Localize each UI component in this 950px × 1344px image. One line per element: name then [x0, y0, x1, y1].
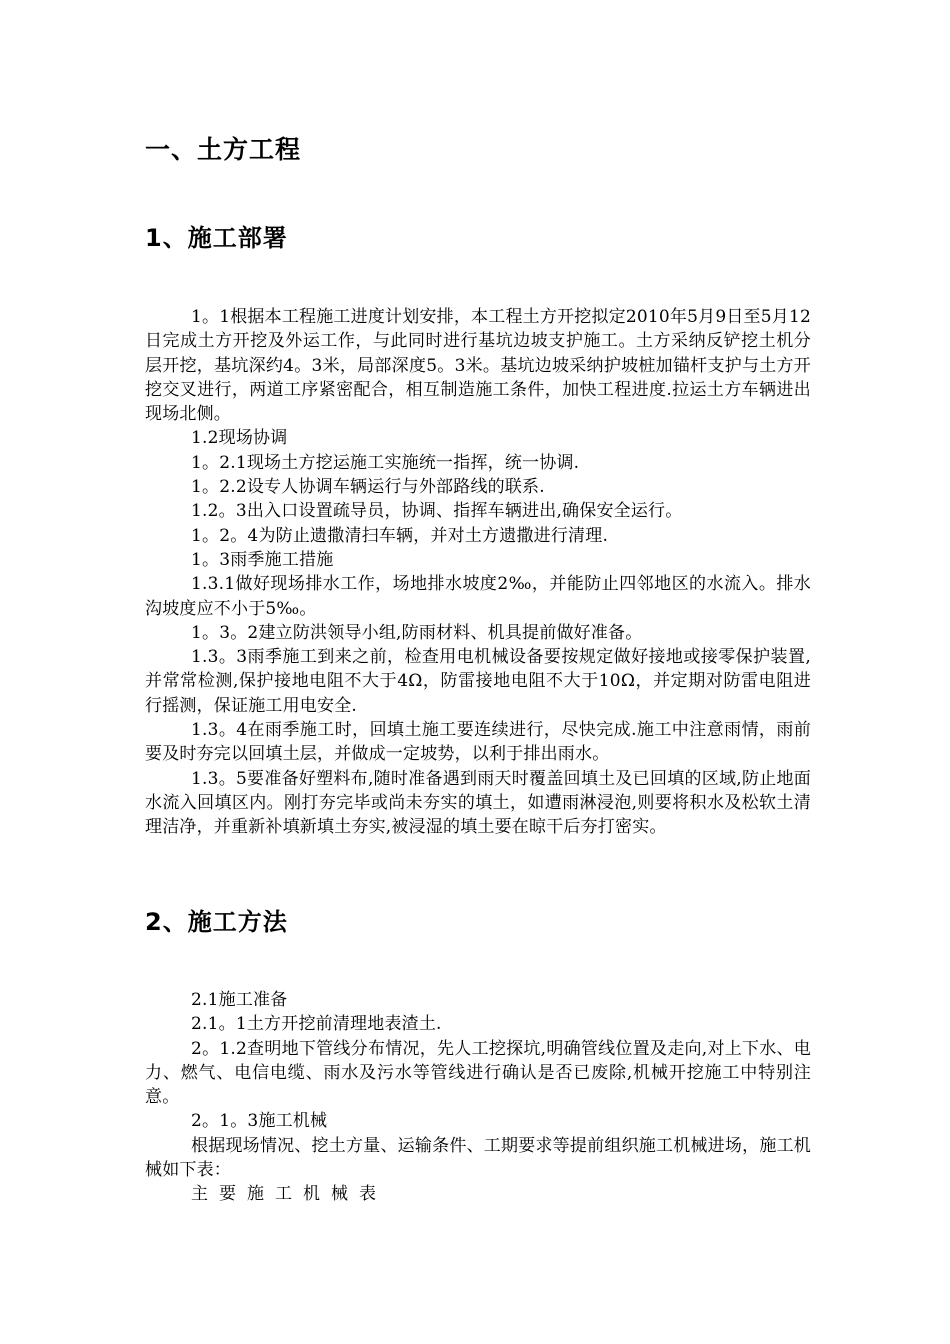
- table-caption: 主要施工机械表: [191, 1184, 387, 1205]
- paragraph: 1.2现场协调: [191, 428, 288, 449]
- paragraph: 1。3雨季施工措施: [191, 549, 334, 570]
- section-heading-2: 2、施工方法: [145, 908, 288, 936]
- paragraph: 1。1根据本工程施工进度计划安排，本工程土方开挖拟定2010年5月9日至5月12日完成土方开挖及外运工作，与此同时进行基坑边坡支护施工。土方采纳反铲挖土机分层开挖，基坑深约4。3米，局部深度5。3米。基坑边坡采纳护坡桩加锚杆支护与土方开挖交叉进行，两道工序紧密配合，相互制造施工条件，加快工程进度.拉运土方车辆进出现场北侧。: [145, 307, 811, 425]
- chapter-heading: 一、土方工程: [145, 135, 302, 164]
- paragraph: 2。1。3施工机械: [191, 1111, 328, 1132]
- paragraph: 根据现场情况、挖土方量、运输条件、工期要求等提前组织施工机械进场，施工机械如下表：: [145, 1135, 811, 1181]
- section-heading-1: 1、施工部署: [145, 224, 288, 252]
- paragraph: 1.3.1做好现场排水工作，场地排水坡度2‰，并能防止四邻地区的水流入。排水沟坡度应不小于5‰。: [145, 574, 811, 619]
- paragraph: 2.1施工准备: [191, 990, 288, 1010]
- paragraph: 1.3。4在雨季施工时，回填土施工要连续进行，尽快完成.施工中注意雨情，雨前要及时夯完以回填土层，并做成一定坡势，以利于排出雨水。: [145, 720, 811, 765]
- paragraph: 1。2.2设专人协调车辆运行与外部路线的联系.: [191, 477, 545, 498]
- paragraph: 1。3。2建立防洪领导小组,防雨材料、机具提前做好准备。: [191, 622, 643, 643]
- paragraph: 1。2。4为防止遗撒清扫车辆，并对土方遗撒进行清理.: [191, 525, 609, 546]
- paragraph: 1.3。3雨季施工到来之前，检查用电机械设备要按规定做好接地或接零保护装置,并常常检测,保护接地电阻不大于4Ω，防雷接地电阻不大于10Ω，并定期对防雷电阻进行摇测，保证施工用电安全.: [145, 647, 811, 716]
- section-1-body: [145, 305, 811, 840]
- paragraph: 1.2。3出入口设置疏导员，协调、指挥车辆进出,确保安全运行。: [191, 501, 683, 522]
- paragraph: 1.3。5要准备好塑料布,随时准备遇到雨天时覆盖回填土及已回填的区域,防止地面水流入回填区内。刚打夯完毕或尚未夯实的填土，如遭雨淋浸泡,则要将积水及松软土清理洁净，并重新补填新填土夯实,被浸湿的填土要在晾干后夯打密实。: [145, 768, 811, 838]
- section-2-body: [145, 988, 811, 1207]
- paragraph: 2.1。1土方开挖前清理地表渣土.: [191, 1014, 442, 1035]
- paragraph: 1。2.1现场土方挖运施工实施统一指挥，统一协调.: [191, 452, 580, 473]
- paragraph: 2。1.2查明地下管线分布情况，先人工挖探坑,明确管线位置及走向,对上下水、电力、燃气、电信电缆、雨水及污水等管线进行确认是否已废除,机械开挖施工中特别注意。: [145, 1038, 811, 1108]
